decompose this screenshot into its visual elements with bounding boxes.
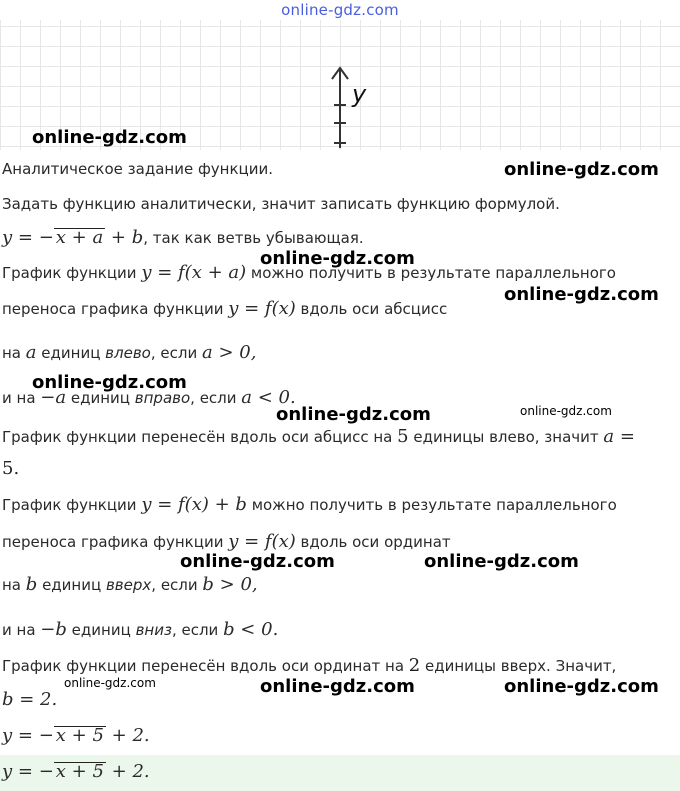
text: и на (2, 621, 41, 639)
text: График функции (2, 264, 142, 282)
math: y = f(x + a) (141, 262, 247, 283)
text: единиц (66, 621, 136, 639)
math-sqrt: x + a (55, 227, 104, 248)
text-line (2, 298, 447, 320)
text-line (2, 342, 256, 364)
math-sqrt: x + 5 (55, 761, 104, 782)
text: , если (171, 621, 224, 639)
watermark: online-gdz.com (32, 372, 187, 393)
answer-formula (2, 761, 150, 783)
text: единиц (66, 389, 135, 407)
math: b = 2. (2, 689, 58, 710)
y-axis-label: y (352, 80, 367, 108)
watermark: online-gdz.com (260, 676, 415, 697)
watermark: online-gdz.com (64, 676, 156, 690)
math: a > 0, (201, 342, 257, 363)
text: на (2, 576, 26, 594)
math: b (25, 574, 38, 595)
y-tick (334, 142, 346, 144)
y-axis-arrow (331, 66, 349, 80)
math: a (25, 342, 37, 363)
watermark: online-gdz.com (520, 404, 612, 418)
math: a < 0. (241, 387, 296, 408)
math: + 2. (105, 725, 150, 746)
math: y = − (2, 227, 54, 248)
y-tick (334, 122, 346, 124)
section-heading: Аналитическое задание функции. (2, 160, 273, 178)
math: b < 0. (223, 619, 279, 640)
text: вдоль оси ординат (295, 533, 451, 551)
text: , если (151, 576, 203, 594)
text: , если (190, 389, 242, 407)
text-line (2, 458, 19, 480)
y-tick (334, 104, 346, 106)
text: График функции перенесён вдоль оси ординат на (2, 657, 409, 675)
watermark: online-gdz.com (504, 159, 659, 180)
text-line (2, 574, 258, 596)
text: и на (2, 389, 41, 407)
math: 2 (408, 655, 421, 676)
math-sqrt: x + 5 (55, 725, 104, 746)
text: единиц (37, 576, 106, 594)
text-line (2, 494, 617, 516)
site-header[interactable]: online-gdz.com (281, 1, 399, 19)
text: , так как ветвь убывающая. (143, 229, 364, 247)
text-line (2, 531, 451, 553)
watermark: online-gdz.com (180, 551, 335, 572)
math: 5 (397, 426, 409, 447)
text: единицы влево, значит (408, 428, 604, 446)
text: вверх (105, 576, 152, 594)
watermark: online-gdz.com (504, 676, 659, 697)
math: y = − (2, 725, 54, 746)
text: , если (150, 344, 202, 362)
text: переноса графика функции (2, 300, 229, 318)
text: вдоль оси абсцисс (295, 300, 448, 318)
watermark: online-gdz.com (32, 127, 187, 148)
y-axis (339, 68, 341, 148)
text-line (2, 426, 635, 448)
text: можно получить в результате параллельного (246, 264, 616, 282)
math: −a (40, 387, 67, 408)
watermark: online-gdz.com (276, 404, 431, 425)
text: можно получить в результате параллельного (246, 496, 617, 514)
math: y = − (2, 761, 54, 782)
math: y = f(x) + b (141, 494, 247, 515)
text-line (2, 689, 57, 711)
text: единиц (36, 344, 106, 362)
math: −b (40, 619, 67, 640)
text-line (2, 619, 278, 641)
text: единицы вверх. Значит, (420, 657, 617, 675)
text: График функции (2, 496, 142, 514)
formula-line (2, 725, 150, 747)
math: y = f(x) (228, 298, 296, 319)
math: b > 0, (202, 574, 258, 595)
math: + 2. (105, 761, 150, 782)
text: на (2, 344, 26, 362)
math: y = f(x) (228, 531, 296, 552)
text-line: Задать функцию аналитически, значит записать функцию формулой. (2, 195, 560, 213)
watermark: online-gdz.com (260, 248, 415, 269)
text: переноса графика функции (2, 533, 229, 551)
formula-line (2, 227, 364, 249)
text: влево (105, 344, 151, 362)
text: вниз (135, 621, 172, 639)
text-line (2, 655, 616, 677)
watermark: online-gdz.com (504, 284, 659, 305)
watermark: online-gdz.com (424, 551, 579, 572)
math: 5. (2, 458, 20, 479)
math: a = (603, 426, 635, 447)
text: вправо (134, 389, 191, 407)
math: + b (105, 227, 144, 248)
text: График функции перенесён вдоль оси абцисс на (2, 428, 398, 446)
